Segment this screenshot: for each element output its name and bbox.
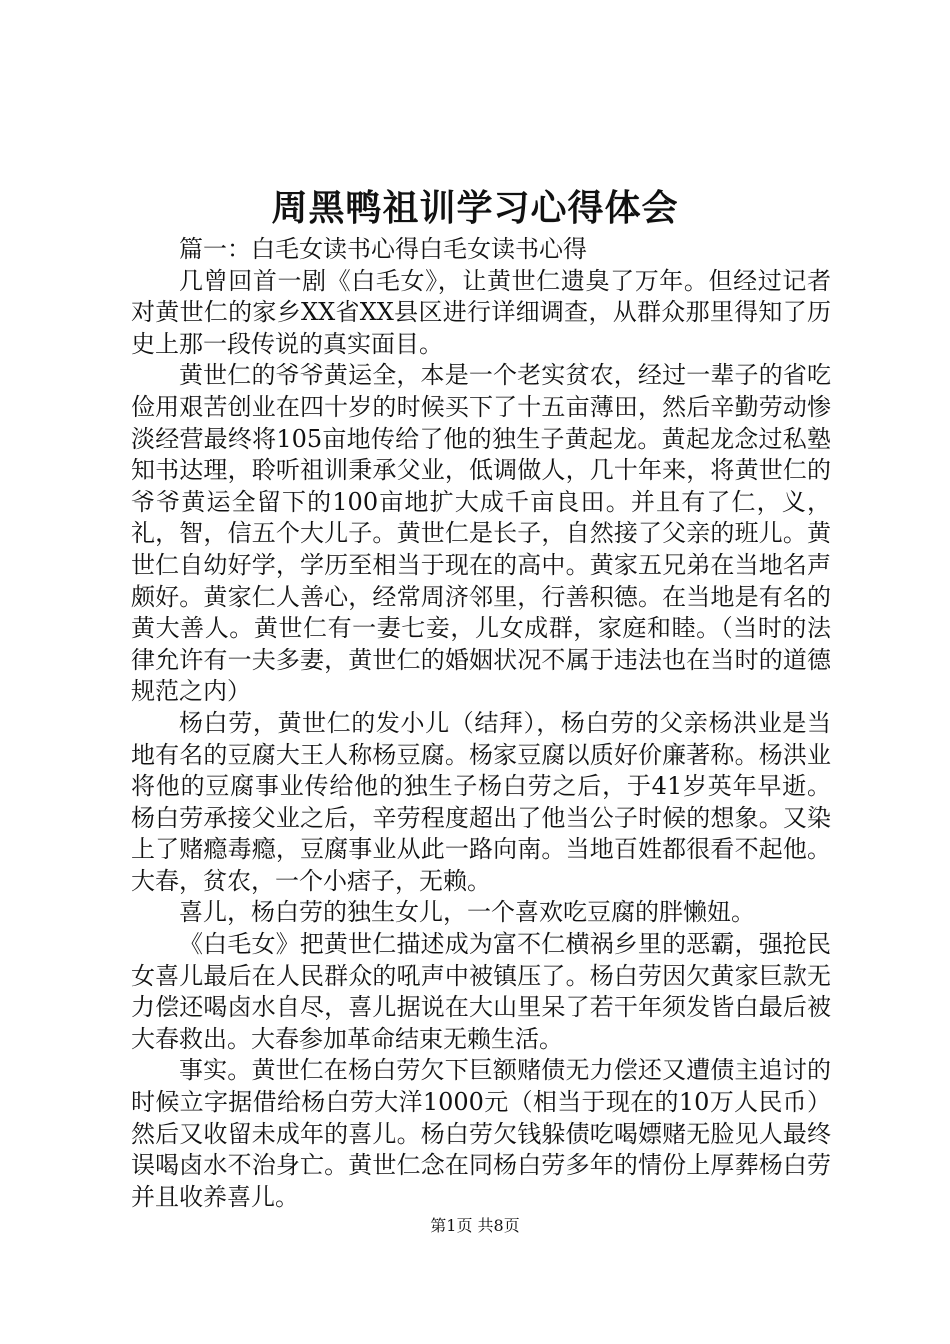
paragraph: 杨白劳，黄世仁的发小儿（结拜），杨白劳的父亲杨洪业是当地有名的豆腐大王人称杨豆腐。杨家豆腐以质好价廉著称。杨洪业将他的豆腐事业传给他的独生子杨白劳之后，于41岁英年早逝。杨白劳承接父业之后，辛劳程度超出了他当公子时候的想象。又染上了赌瘾毒瘾，豆腐事业从此一路向南。当地百姓都很看不起他。大春，贫农，一个小痞子，无赖。	[131, 708, 831, 895]
paragraph: 黄世仁的爷爷黄运全，本是一个老实贫农，经过一辈子的省吃俭用艰苦创业在四十岁的时候买下了十五亩薄田，然后辛勤劳动惨淡经营最终将105亩地传给了他的独生子黄起龙。黄起龙念过私塾知书达理，聆听祖训秉承父业，低调做人，几十年来，将黄世仁的爷爷黄运全留下的100亩地扩大成千亩良田。并且有了仁，义，礼，智，信五个大儿子。黄世仁是长子，自然接了父亲的班儿。黄世仁自幼好学，学历至相当于现在的高中。黄家五兄弟在当地名声颇好。黄家仁人善心，经常周济邻里，行善积德。在当地是有名的黄大善人。黄世仁有一妻七妾，儿女成群，家庭和睦。（当时的法律允许有一夫多妻，黄世仁的婚姻状况不属于违法也在当时的道德规范之内）	[131, 361, 831, 706]
paragraph-heading: 篇一：白毛女读书心得白毛女读书心得	[179, 235, 587, 263]
paragraph: 事实。黄世仁在杨白劳欠下巨额赌债无力偿还又遭债主追讨的时候立字据借给杨白劳大洋1000元（相当于现在的10万人民币）然后又收留未成年的喜儿。杨白劳欠钱躲债吃喝嫖赌无脸见人最终误喝卤水不治身亡。黄世仁念在同杨白劳多年的情份上厚葬杨白劳并且收养喜儿。	[131, 1056, 831, 1211]
document-title: 周黑鸭祖训学习心得体会	[271, 187, 679, 229]
paragraph: 《白毛女》把黄世仁描述成为富不仁横祸乡里的恶霸，强抢民女喜儿最后在人民群众的吼声中被镇压了。杨白劳因欠黄家巨款无力偿还喝卤水自尽，喜儿据说在大山里呆了若干年须发皆白最后被大春救出。大春参加革命结束无赖生活。	[131, 930, 831, 1053]
document-body	[131, 234, 831, 1213]
page-number-footer: 第1页 共8页	[430, 1216, 520, 1235]
paragraph: 喜儿，杨白劳的独生女儿，一个喜欢吃豆腐的胖懒妞。	[179, 898, 755, 927]
paragraph: 几曾回首一剧《白毛女》，让黄世仁遗臭了万年。但经过记者对黄世仁的家乡XX省XX县区进行详细调查，从群众那里得知了历史上那一段传说的真实面目。	[131, 266, 831, 358]
